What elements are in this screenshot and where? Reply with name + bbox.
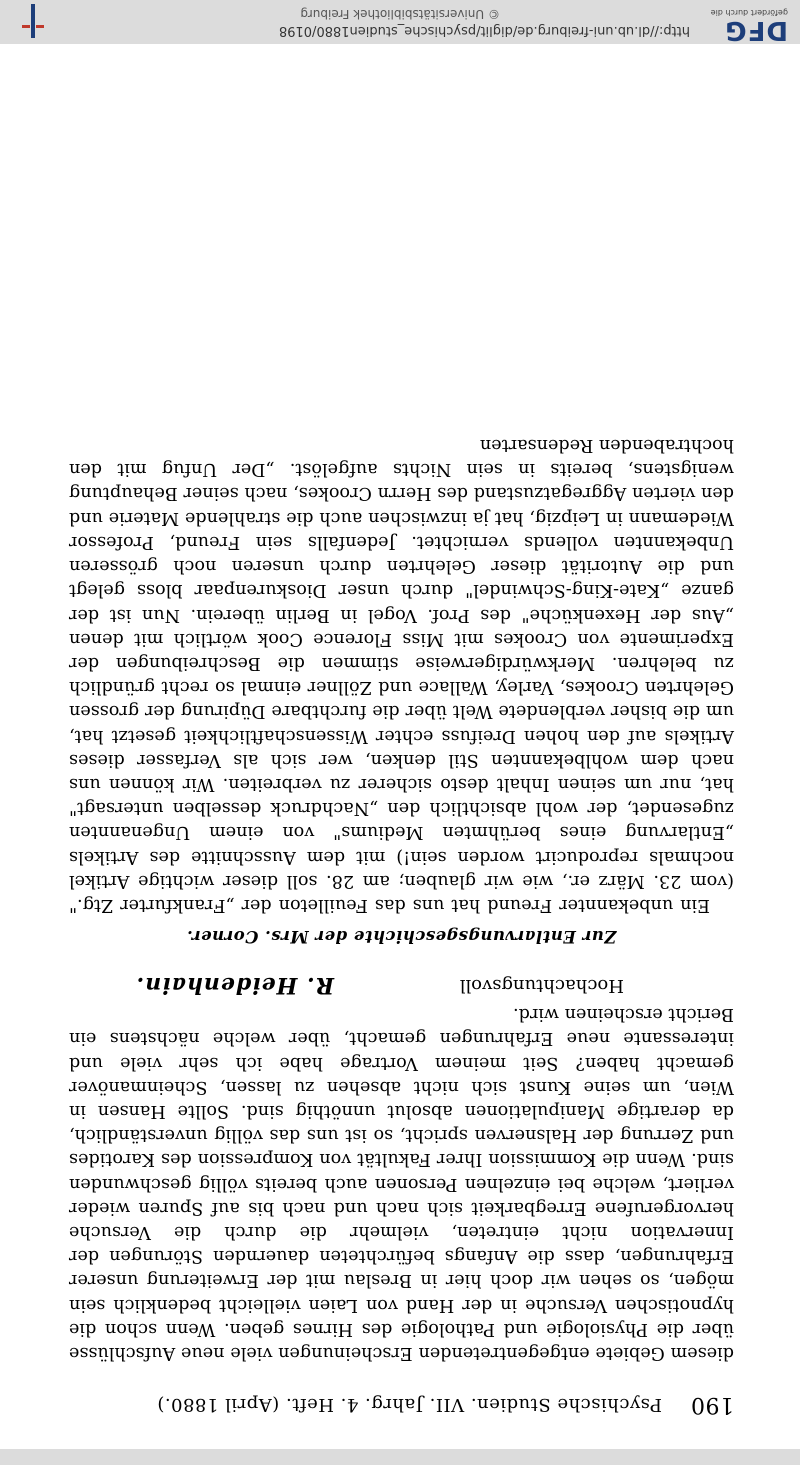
paragraph-1: diesem Gebiete entgegentretenden Erscheinungen viele neue Aufschlüsse über die Physiologie und Pathologie des Hirnes geben. Wenn schon die hypnotischen Versuche in der Hand von Laien vielleicht bedenklich sein mögen, so sehen wir doch hier in Breslau mit der Erweiterung unserer Erfahrungen, dass die Anfangs befürchteten dauernden Störungen der Innervation nicht eintreten, vielmehr die durch die Versuche hervorgerufene Erregbarkeit sich nach und nach bis auf Spuren wieder verliert, welche bei einzelnen Personen auch bereits völlig geschwunden sind. Wenn die Kommission Ihrer Fakultät von Kompression des Karotides und Zerrung der Halsnerven spricht, so ist uns das völlig unverständlich, da derartige Manipulationen absolut unnöthig sind. Sollte Hansen in Wien, um seine Kunst sich nicht absehen zu lassen, Scheinmanöver gemacht haben? Seit meinem Vortrage habe ich sehr viele und interessante neue Erfahrungen gemacht, über welche nächstens ein Bericht erscheinen wird. xyxy=(69,1004,734,1363)
scanned-page xyxy=(69,433,734,1417)
signature-line xyxy=(69,970,734,1002)
page-number: 190 xyxy=(690,1392,734,1417)
library-logo-icon xyxy=(22,4,44,38)
copyright-notice: © Universitätsbibliothek Freiburg xyxy=(300,7,500,21)
section-title: Zur Entlarvungsgeschichte der Mrs. Corner. xyxy=(186,926,617,946)
dfg-logo: DFG gefördert durch die xyxy=(710,8,788,45)
running-head xyxy=(69,1385,734,1417)
closing: Hochachtungsvoll xyxy=(459,974,624,996)
paragraph-2: Ein unbekannter Freund hat uns das Feuilleton der „Frankfurter Ztg." (vom 23. März er., wie wir glauben; am 28. soll dieser wichtige Artikel nochmals reproducirt worden sein!) mit dem Ausschnitte des Artikels „Entlarvung eines berühmten Mediums" von einem Ungenannten zugesendet, der wohl absichtlich den „Nachdruck desselben untersagt" hat, nur um seinen Inhalt desto sicherer zu verbreiten. Wir können uns nach dem wohlbekannten Stil denken, wer sich als Verfasser dieses Artikels auf den hohen Dreifuss echter Wissenschaftlichkeit gesetzt hat, um die bisher verblendete Welt über die furchtbare Düpirung der grossen Gelehrten Crookes, Varley, Wallace und Zöllner einmal so recht gründlich zu belehren. Merkwürdigerweise stimmen die Beschreibungen der Experimente von Crookes mit Miss Florence Cook wörtlich mit denen „Aus der Hexenküche" des Prof. Vogel in Berlin überein. Nun ist der ganze „Kate-King-Schwindel" durch unser Dioskurenpaar bloss gelegt und die Autorität dieser Gelehrten durch unseren noch grösseren Unbekannten vollends vernichtet. Jedenfalls sein Freund, Professor Wiedemann in Leipzig, hat ja inzwischen auch die strahlende Materie und den vierten Aggregatzustand des Herrn Crookes, nach seiner Behauptung wenigstens, bereits in sein Nichts aufgelöst. „Der Unfug mit den hochtrabenden Redensarten xyxy=(69,435,734,915)
body-text xyxy=(69,433,734,1365)
running-title: Psychische Studien. VII. Jahrg. 4. Heft. (April 1880.) xyxy=(156,1394,662,1415)
signature: R. Heidenhain. xyxy=(135,971,334,998)
document-url[interactable]: http://dl.ub.uni-freiburg.de/diglit/psychische_studien1880/0198 xyxy=(278,23,690,38)
